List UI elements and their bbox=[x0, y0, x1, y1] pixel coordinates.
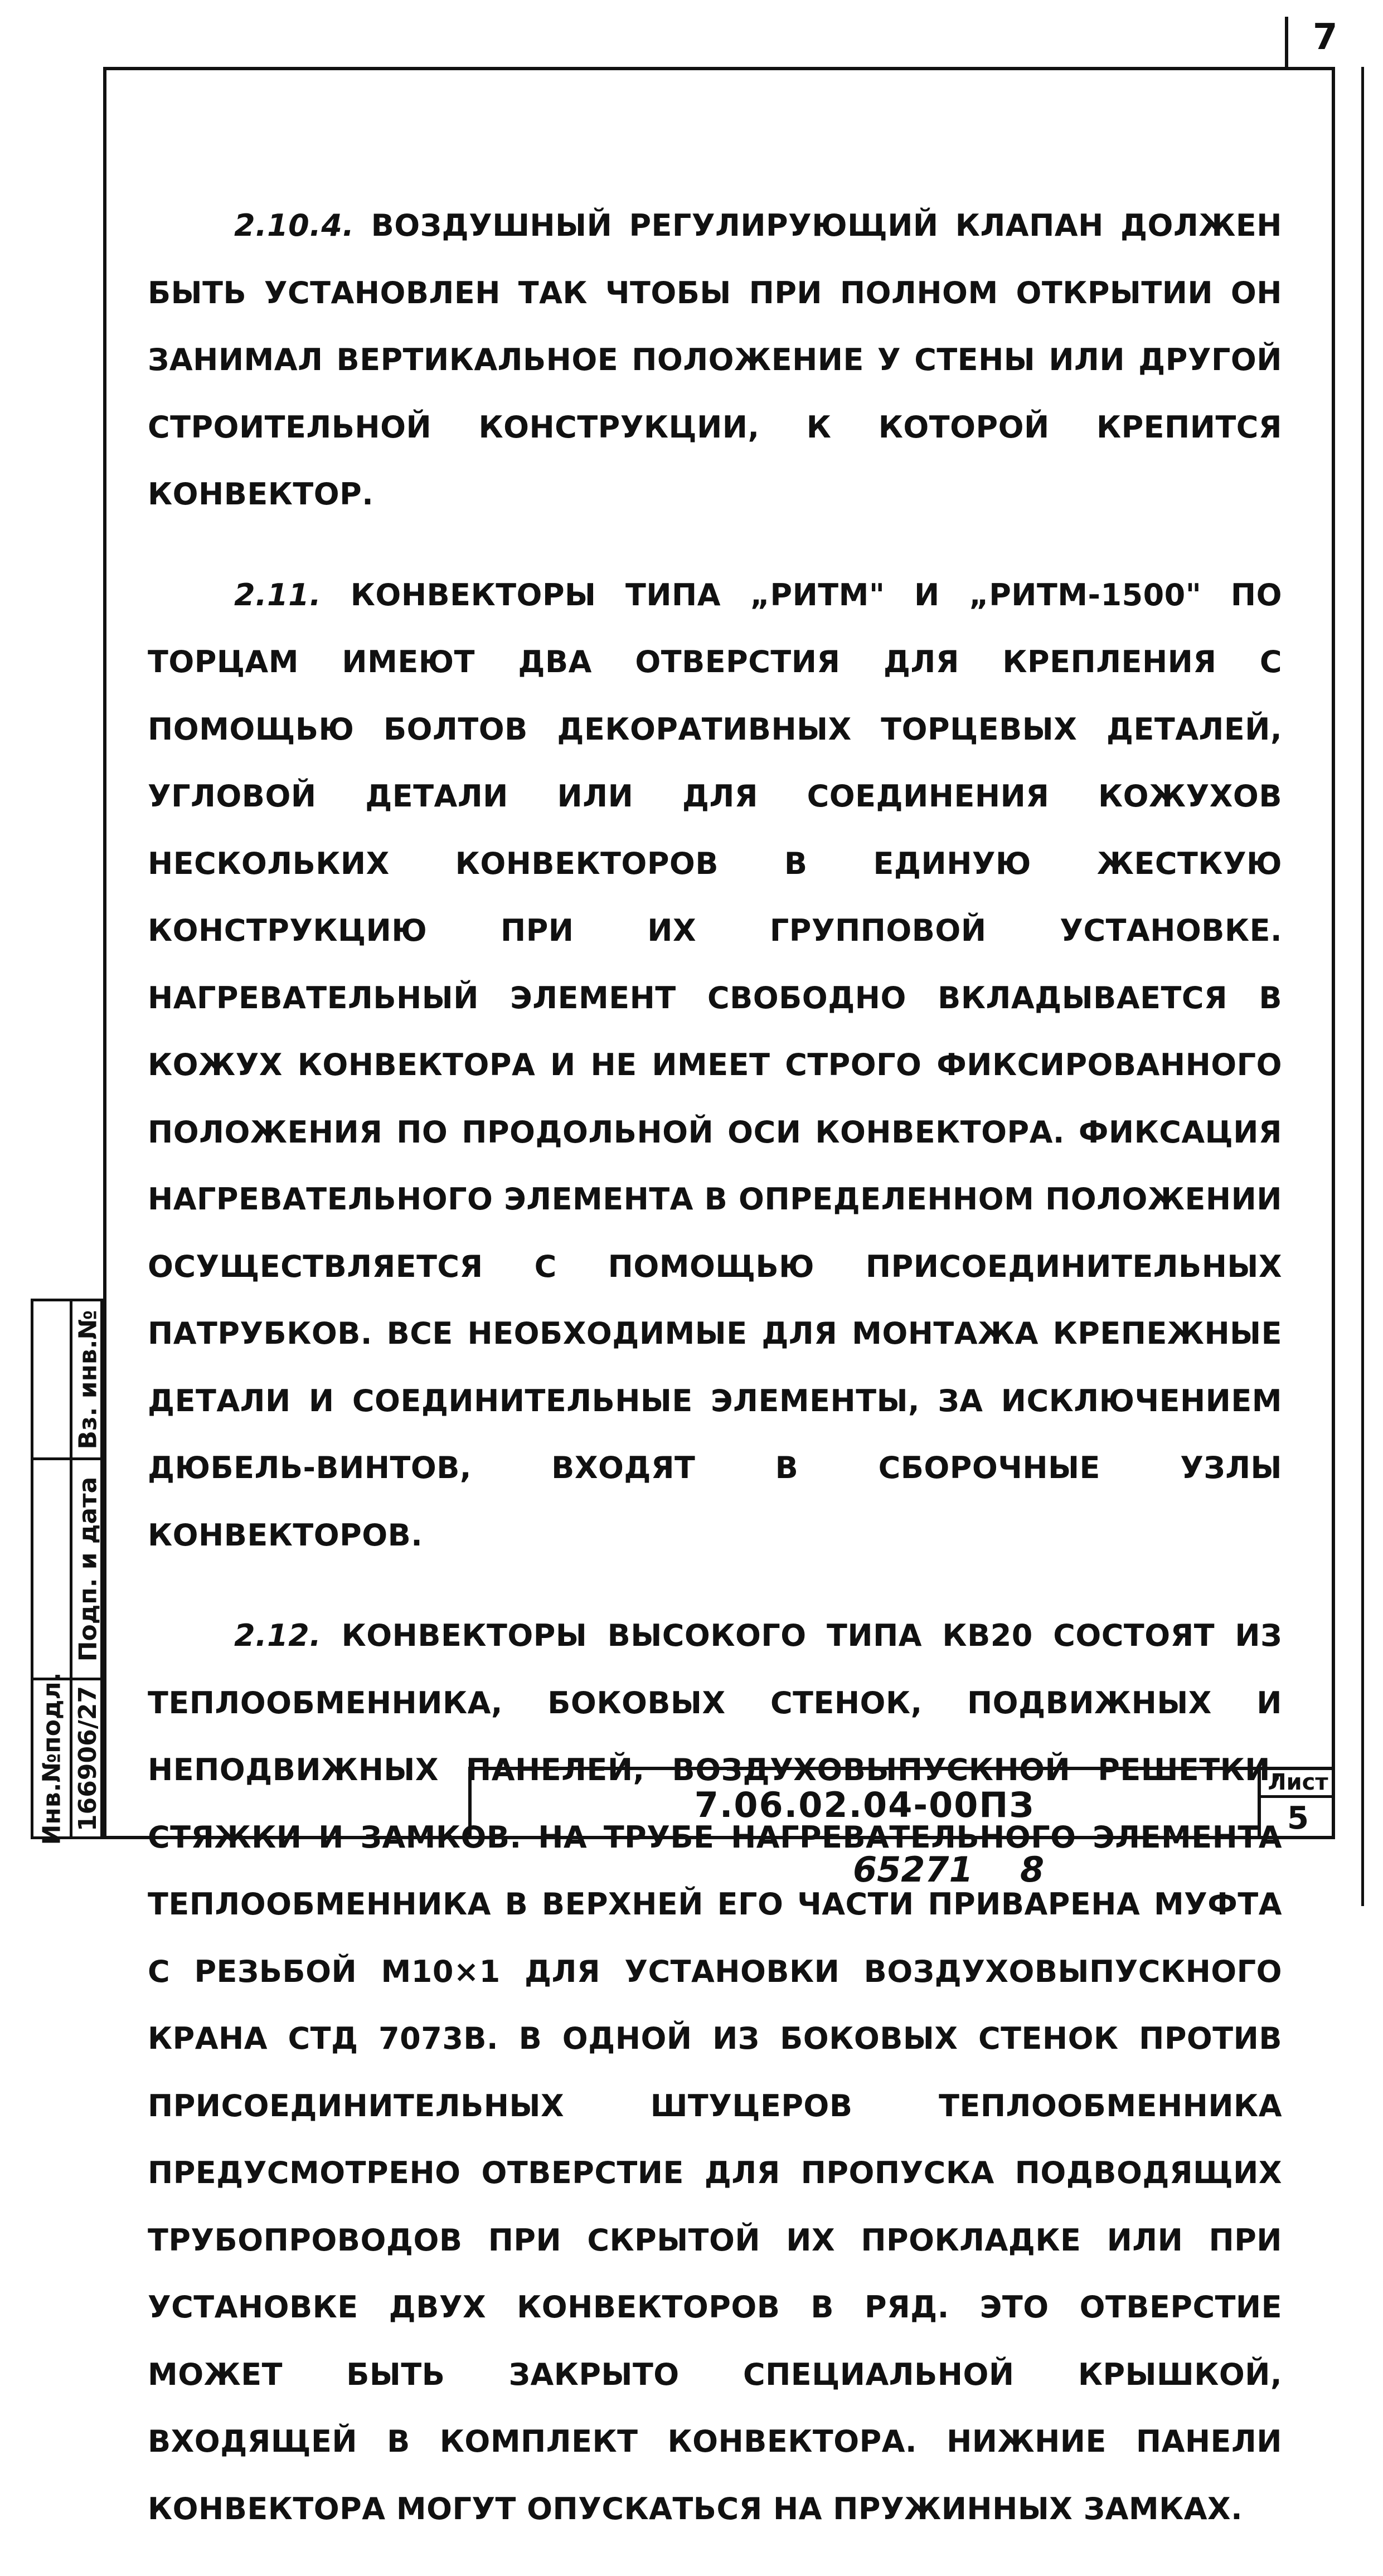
paragraph-text: КОНВЕКТОРЫ ВЫСОКОГО ТИПА КВ20 СОСТОЯТ ИЗ ТЕПЛООБМЕННИКА, БОКОВЫХ СТЕНОК, ПОДВИЖНЫХ И НЕПОДВИЖНЫХ ПАНЕЛЕЙ, ВОЗДУХОВЫПУСКНОЙ РЕШЕТКИ, СТЯЖКИ И ЗАМКОВ. НА ТРУБЕ НАГРЕВАТЕЛЬНОГО ЭЛЕМЕНТА ТЕПЛООБМЕННИКА В ВЕРХНЕЙ ЕГО ЧАСТИ ПРИВАРЕНА МУФТА С РЕЗЬБОЙ М10×1 ДЛЯ УСТАНОВКИ ВОЗДУХОВЫПУСКНОГО КРАНА СТД 7073В. В ОДНОЙ ИЗ БОКОВЫХ СТЕНОК ПРОТИВ ПРИСОЕДИНИТЕЛЬНЫХ ШТУЦЕРОВ ТЕПЛООБМЕННИКА ПРЕДУСМОТРЕНО ОТВЕРСТИЕ ДЛЯ ПРОПУСКА ПОДВОДЯЩИХ ТРУБОПРОВОДОВ ПРИ СКРЫТОЙ ИХ ПРОКЛАДКЕ ИЛИ ПРИ УСТАНОВКЕ ДВУХ КОНВЕКТОРОВ В РЯД. ЭТО ОТВЕРСТИЕ МОЖЕТ БЫТЬ ЗАКРЫТО СПЕЦИАЛЬНОЙ КРЫШКОЙ, ВХОДЯЩЕЙ В КОМПЛЕКТ КОНВЕКТОРА. НИЖНИЕ ПАНЕЛИ КОНВЕКТОРА МОГУТ ОПУСКАТЬСЯ НА ПРУЖИННЫХ ЗАМКАХ. bbox=[148, 1618, 1282, 2526]
side-stamp bbox=[31, 1299, 103, 1845]
paragraph-label: 2.11. bbox=[234, 577, 322, 613]
title-block bbox=[468, 1767, 1335, 1839]
stamp-cell-inv-podl bbox=[31, 1672, 103, 1845]
sheet-label: Лист bbox=[1261, 1770, 1335, 1798]
sheet-number: 5 bbox=[1287, 1800, 1309, 1836]
paragraph-text: ВОЗДУШНЫЙ РЕГУЛИРУЮЩИЙ КЛАПАН ДОЛЖЕН БЫТЬ УСТАНОВЛЕН ТАК ЧТОБЫ ПРИ ПОЛНОМ ОТКРЫТИИ ОН ЗАНИМАЛ ВЕРТИКАЛЬНОЕ ПОЛОЖЕНИЕ У СТЕНЫ ИЛИ ДРУГОЙ СТРОИТЕЛЬНОЙ КОНСТРУКЦИИ, К КОТОРОЙ КРЕПИТСЯ КОНВЕКТОР. bbox=[148, 208, 1282, 512]
stamp-inv-podl bbox=[33, 1672, 72, 1845]
stamp-sign-date-label: Подп. и дата bbox=[74, 1476, 102, 1661]
paragraph-label: 2.12. bbox=[234, 1618, 322, 1653]
bottom-number-a: 65271 bbox=[853, 1849, 973, 1890]
stamp-inv-podl-label: Инв.№подл. bbox=[37, 1672, 66, 1845]
paragraph-2-12 bbox=[148, 1602, 1282, 2543]
top-page-number: 7 bbox=[1313, 17, 1338, 58]
bottom-number-b: 8 bbox=[1020, 1849, 1045, 1890]
paragraph-2-10-4 bbox=[148, 192, 1282, 528]
top-tick-line bbox=[1285, 17, 1288, 70]
stamp-inv-value bbox=[70, 1680, 106, 1836]
right-margin-line bbox=[1361, 67, 1364, 1906]
stamp-vz-inv-label: Вз. инв.№ bbox=[74, 1310, 102, 1449]
stamp-sign-date bbox=[70, 1460, 106, 1678]
paragraph-text: КОНВЕКТОРЫ ТИПА „РИТМ" И „РИТМ-1500" ПО ТОРЦАМ ИМЕЮТ ДВА ОТВЕРСТИЯ ДЛЯ КРЕПЛЕНИЯ С ПОМОЩЬЮ БОЛТОВ ДЕКОРАТИВНЫХ ТОРЦЕВЫХ ДЕТАЛЕЙ, УГЛОВОЙ ДЕТАЛИ ИЛИ ДЛЯ СОЕДИНЕНИЯ КОЖУХОВ НЕСКОЛЬКИХ КОНВЕКТОРОВ В ЕДИНУЮ ЖЕСТКУЮ КОНСТРУКЦИЮ ПРИ ИХ ГРУППОВОЙ УСТАНОВКЕ. НАГРЕВАТЕЛЬНЫЙ ЭЛЕМЕНТ СВОБОДНО ВКЛАДЫВАЕТСЯ В КОЖУХ КОНВЕКТОРА И НЕ ИМЕЕТ СТРОГО ФИКСИРОВАННОГО ПОЛОЖЕНИЯ ПО ПРОДОЛЬНОЙ ОСИ КОНВЕКТОРА. ФИКСАЦИЯ НАГРЕВАТЕЛЬНОГО ЭЛЕМЕНТА В ОПРЕДЕЛЕННОМ ПОЛОЖЕНИИ ОСУЩЕСТВЛЯЕТСЯ С ПОМОЩЬЮ ПРИСОЕДИНИТЕЛЬНЫХ ПАТРУБКОВ. ВСЕ НЕОБХОДИМЫЕ ДЛЯ МОНТАЖА КРЕПЕЖНЫЕ ДЕТАЛИ И СОЕДИНИТЕЛЬНЫЕ ЭЛЕМЕНТЫ, ЗА ИСКЛЮЧЕНИЕМ ДЮБЕЛЬ-ВИНТОВ, ВХОДЯТ В СБОРОЧНЫЕ УЗЛЫ КОНВЕКТОРОВ. bbox=[148, 577, 1282, 1553]
paragraph-2-11 bbox=[148, 562, 1282, 1569]
stamp-cell-sign-date bbox=[31, 1457, 103, 1680]
document-code: 7.06.02.04-00ПЗ bbox=[694, 1784, 1035, 1825]
stamp-inv-value-text: 166906/27 bbox=[74, 1685, 102, 1831]
sheet-box bbox=[1258, 1770, 1335, 1839]
document-body bbox=[148, 192, 1282, 2576]
stamp-cell-vz-inv bbox=[31, 1299, 103, 1460]
stamp-vz-inv bbox=[70, 1301, 106, 1457]
paragraph-label: 2.10.4. bbox=[234, 208, 355, 243]
